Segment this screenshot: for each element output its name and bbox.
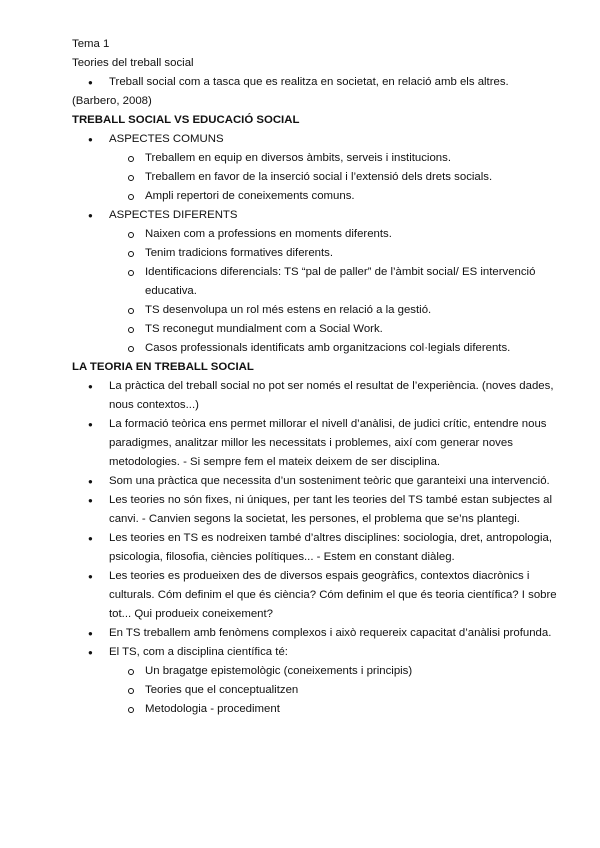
list-item: Metodologia - procediment xyxy=(72,700,560,719)
list-item: ● Som una pràctica que necessita d’un sosteniment teòric que garanteixi una intervenció. xyxy=(72,472,560,491)
list-item: TS desenvolupa un rol més estens en relació a la gestió. xyxy=(72,301,560,320)
section2-heading: LA TEORIA EN TREBALL SOCIAL xyxy=(72,361,254,373)
discipline-item xyxy=(72,643,560,719)
list-item: ● La formació teòrica ens permet millorar el nivell d’anàlisi, de judici crític, entendre nous paradigmes, analitzar millor les necessitats i problemes, així com generar noves metodologies. - Si sempre fem el mateix deixem de ser disciplina. xyxy=(72,415,560,472)
list-item: ● Les teories es produeixen des de diversos espais geogràfics, contextos diacrònics i culturals. Cóm definim el que és ciència? Cóm definim el que és teoria científica? I sobre tot... Qui produeix coneixement? xyxy=(72,567,560,624)
list-item: Un bragatge epistemològic (coneixements i principis) xyxy=(72,662,560,681)
intro-list xyxy=(72,73,560,92)
list-item: Tenim tradicions formatives diferents. xyxy=(72,244,560,263)
list-item: ● Les teories en TS es nodreixen també d’altres disciplines: sociologia, dret, antropologia, psicologia, filosofia, ciències polítiques... - Estem en constant diàleg. xyxy=(72,529,560,567)
group-different-label: ASPECTES DIFERENTS xyxy=(109,209,238,221)
group-different xyxy=(72,206,560,358)
group-common xyxy=(72,130,560,206)
list-item: ● La pràctica del treball social no pot ser només el resultat de l’experiència. (noves dades, nous contextos...) xyxy=(72,377,560,415)
doc-topic: Tema 1 xyxy=(72,38,110,50)
intro-citation: (Barbero, 2008) xyxy=(72,95,152,107)
section2-list xyxy=(72,377,560,719)
list-item: Ampli repertori de coneixements comuns. xyxy=(72,187,560,206)
group-different-items xyxy=(109,225,560,358)
group-common-items xyxy=(109,149,560,206)
discipline-subitems xyxy=(109,662,560,719)
doc-subtitle: Teories del treball social xyxy=(72,57,194,69)
discipline-label: El TS, com a disciplina científica té: xyxy=(109,646,288,658)
list-item: ● Les teories no són fixes, ni úniques, per tant les teories del TS també estan subjectes al canvi. - Canvien segons la societat, les persones, el problema que se’ns plantegi. xyxy=(72,491,560,529)
list-item: Identificacions diferencials: TS “pal de paller” de l’àmbit social/ ES intervenció educativa. xyxy=(72,263,560,301)
list-item: ● En TS treballem amb fenòmens complexos i això requereix capacitat d’anàlisi profunda. xyxy=(72,624,560,643)
list-item: Teories que el conceptualitzen xyxy=(72,681,560,700)
section1-heading: TREBALL SOCIAL VS EDUCACIÓ SOCIAL xyxy=(72,114,300,126)
list-item: TS reconegut mundialment com a Social Work. xyxy=(72,320,560,339)
list-item: Treballem en equip en diversos àmbits, serveis i institucions. xyxy=(72,149,560,168)
list-item: Casos professionals identificats amb organitzacions col·legials diferents. xyxy=(72,339,560,358)
intro-bullet: ● Treball social com a tasca que es realitza en societat, en relació amb els altres. xyxy=(72,73,560,92)
group-common-label: ASPECTES COMUNS xyxy=(109,133,224,145)
list-item: Treballem en favor de la inserció social i l’extensió dels drets socials. xyxy=(72,168,560,187)
section1-list xyxy=(72,130,560,358)
list-item: Naixen com a professions en moments diferents. xyxy=(72,225,560,244)
